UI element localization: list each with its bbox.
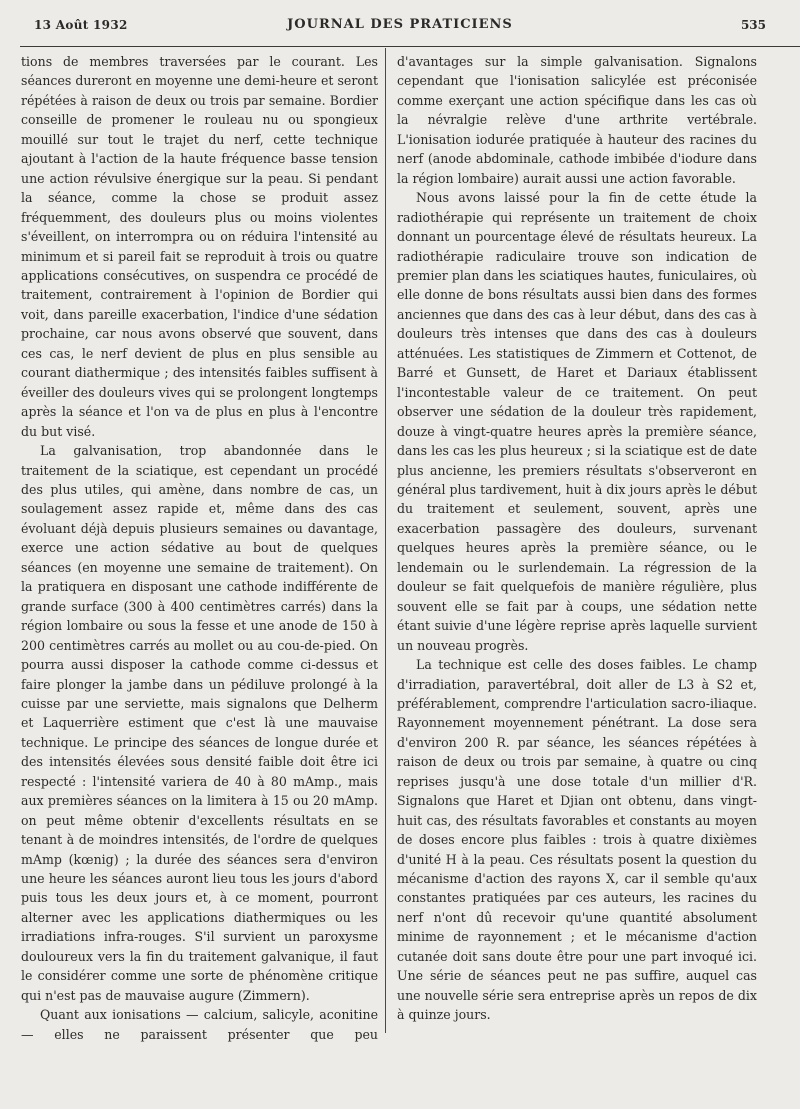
paragraph-right-3: La technique est celle des doses faibles. Le champ d'irradiation, paravertébral, doit aller de L3 à S2 et, préférablement, comprendre l'articulation sacro-iliaque. Rayonnement moyennement pénétrant. La dose sera d'environ 200 R. par séance, les séances répétées à raison de deux ou trois par semaine, à quatre ou cinq reprises jusqu'à une dose totale d'un millier d'R. Signalons que Haret et Djian ont obtenu, dans vingt-huit cas, des résultats favorables et constants au moyen de doses encore plus faibles : trois à quatre dixièmes d'unité H à la peau. Ces résultats posent la question du mécanisme d'action des rayons X, car il semble qu'aux constantes pratiquées par ces auteurs, les racines du nerf n'ont dû recevoir qu'une quantité absolument minime de rayonnement ; et le mécanisme d'action cutanée doit sans doute être pour une part invoqué ici. Une série de séances peut ne pas suffire, auquel cas une nouvelle série sera entreprise après un repos de dix à quinze jours.	[397, 657, 757, 1023]
right-column	[397, 52, 757, 1025]
header-date: 13 Août 1932	[34, 18, 128, 32]
paragraph-right-2: Nous avons laissé pour la fin de cette étude la radiothérapie qui représente un traitement de choix donnant un pourcentage élevé de résultats heureux. La radiothérapie radiculaire trouve son indication de premier plan dans les sciatiques hautes, funiculaires, où elle donne de bons résultats aussi bien dans des formes anciennes que dans des cas à leur début, dans des cas à douleurs très intenses que dans des cas à douleurs atténuées. Les statistiques de Zimmern et Cottenot, de Barré et Gunsett, de Haret et Dariaux établissent l'incontestable valeur de ce traitement. On peut observer une sédation de la douleur très rapidement, douze à vingt-quatre heures après la première séance, dans les cas les plus heureux ; si la sciatique est de date plus ancienne, les premiers résultats s'observeront en général plus tardivement, huit à dix jours après le début du traitement et seulement, souvent, après une exacerbation passagère des douleurs, survenant quelques heures après la première séance, ou le lendemain ou le surlendemain. La régression de la douleur se fait quelquefois de manière régulière, plus souvent elle se fait par à coups, une sédation nette étant suivie d'une légère reprise après laquelle survient un nouveau progrès.	[397, 190, 757, 653]
paragraph-left-3: Quant aux ionisations — calcium, salicyle, aconitine — elles ne paraissent présenter que peu	[21, 1007, 378, 1042]
paragraph-right-1: d'avantages sur la simple galvanisation. Signalons cependant que l'ionisation salicylée est préconisée comme exerçant une action spécifique dans les cas où la névralgie relève d'une arthrite vertébrale. L'ionisation iodurée pratiquée à hauteur des racines du nerf (anode abdominale, cathode imbibée d'iodure dans la région lombaire) aurait aussi une action favorable.	[397, 54, 757, 186]
page-number: 535	[740, 18, 766, 32]
column-divider	[385, 48, 386, 1033]
left-column	[21, 52, 378, 1044]
paragraph-left-2: La galvanisation, trop abandonnée dans le traitement de la sciatique, est cependant un procédé des plus utiles, qui amène, dans nombre de cas, un soulagement assez rapide et, même dans des cas évoluant déjà depuis plusieurs semaines ou davantage, exerce une action sédative au bout de quelques séances (en moyenne une semaine de traitement). On la pratiquera en disposant une cathode indifférente de grande surface (300 à 400 centimètres carrés) dans la région lombaire ou sous la fesse et une anode de 150 à 200 centimètres carrés au mollet ou au cou-de-pied. On pourra aussi disposer la cathode comme ci-dessus et faire plonger la jambe dans un pédiluve prolongé à la cuisse par une serviette, mais signalons que Delherm et Laquerrière estiment que c'est là une mauvaise technique. Le principe des séances de longue durée et des intensités élevées sous densité faible doit être ici respecté : l'intensité variera de 40 à 80 mAmp., mais aux premières séances on la limitera à 15 ou 20 mAmp. on peut même obtenir d'excellents résultats en se tenant à de moindres intensités, de l'ordre de quelques mAmp (kœnig) ; la durée des séances sera d'environ une heure les séances auront lieu tous les jours d'abord puis tous les deux jours et, à ce moment, pourront alterner avec les applications diathermiques ou les irradiations infra-rouges. S'il survient un paroxysme douloureux vers la fin du traitement galvanique, il faut le considérer comme une sorte de phénomène critique qui n'est pas de mauvaise augure (Zimmern).	[21, 443, 378, 1003]
journal-title: JOURNAL DES PRATICIENS	[287, 17, 513, 32]
header-rule	[20, 46, 800, 47]
paragraph-left-1: tions de membres traversées par le courant. Les séances dureront en moyenne une demi-heure et seront répétées à raison de deux ou trois par semaine. Bordier conseille de promener le rouleau nu ou spongieux mouillé sur tout le trajet du nerf, cette technique ajoutant à l'action de la haute fréquence basse tension une action révulsive énergique sur la peau. Si pendant la séance, comme la chose se produit assez fréquemment, des douleurs plus ou moins violentes s'éveillent, on interrompra ou on réduira l'intensité au minimum et si pareil fait se reproduit à trois ou quatre applications consécutives, on suspendra ce procédé de traitement, contrairement à l'opinion de Bordier qui voit, dans pareille exacerbation, l'indice d'une sédation prochaine, car nous avons observé que souvent, dans ces cas, le nerf devient de plus en plus sensible au courant diathermique ; des intensités faibles suffisent à éveiller des douleurs vives qui se prolongent longtemps après la séance et l'on va de plus en plus à l'encontre du but visé.	[21, 54, 378, 439]
running-header	[0, 12, 800, 42]
